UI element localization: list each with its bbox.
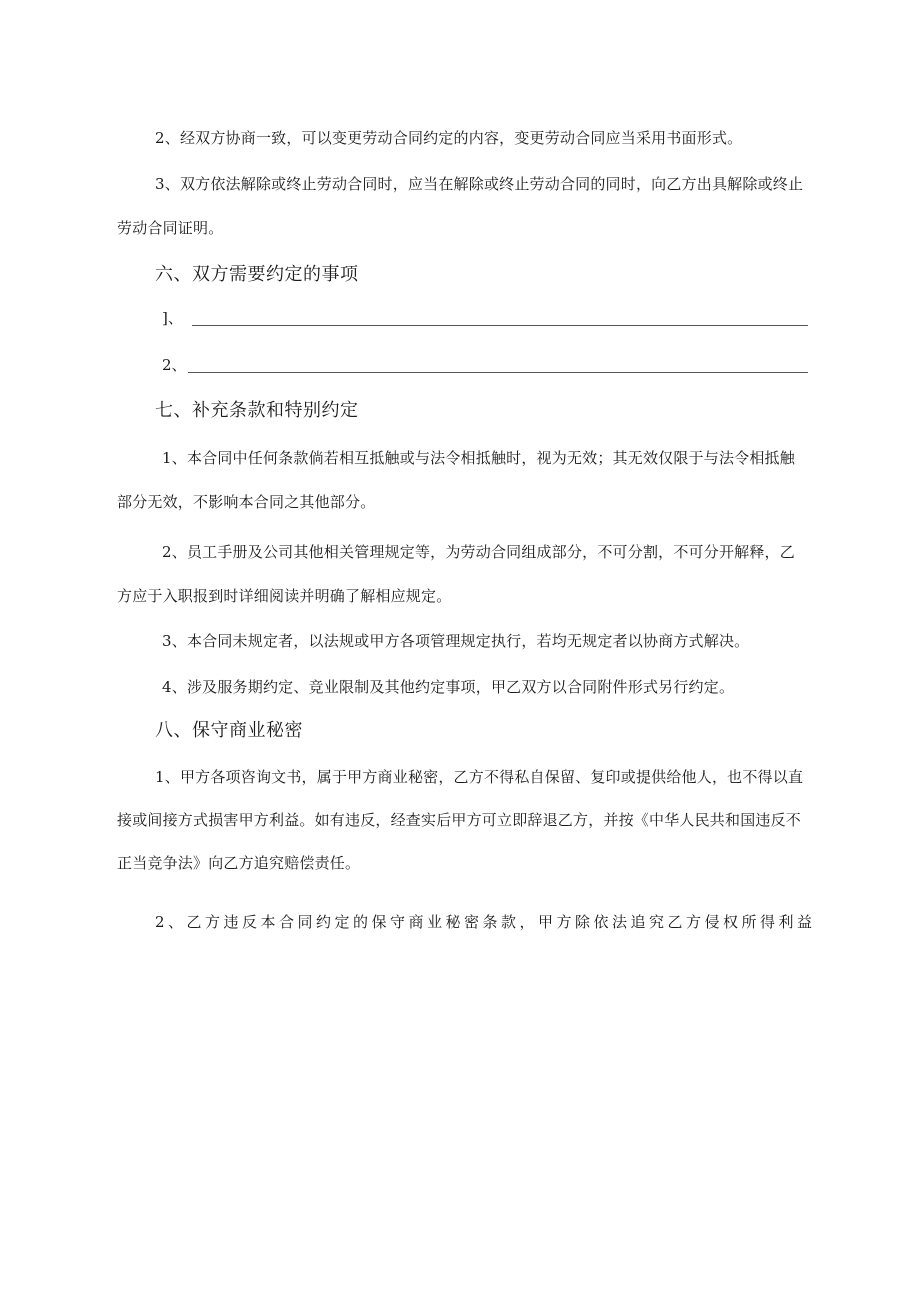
section-7-heading: 七、补充条款和特别约定 [155,400,359,421]
clause-5-2: 2、经双方协商一致，可以变更劳动合同约定的内容，变更劳动合同应当采用书面形式。 [155,129,743,147]
clause-8-1-line1: 1、甲方各项咨询文书，属于甲方商业秘密，乙方不得私自保留、复印或提供给他人，也不得以直 [155,768,804,786]
clause-7-2-line2: 方应于入职报到时详细阅读并明确了解相应规定。 [117,587,452,605]
blank-row-1-label: ]、 [162,309,183,327]
clause-7-4: 4、涉及服务期约定、竞业限制及其他约定事项，甲乙双方以合同附件形式另行约定。 [162,678,735,696]
blank-fill-line-2[interactable] [188,372,808,373]
clause-8-1-line2: 接或间接方式损害甲方利益。如有违反，经查实后甲方可立即辞退乙方，并按《中华人民共和国违反不 [117,811,802,829]
section-6-heading: 六、双方需要约定的事项 [155,264,359,285]
blank-row-2-label: 2、 [162,356,187,374]
clause-5-3-line2: 劳动合同证明。 [117,219,224,237]
clause-7-1-line1: 1、本合同中任何条款倘若相互抵触或与法令相抵触时，视为无效；其无效仅限于与法令相抵触 [162,449,795,467]
clause-8-1-line3: 正当竞争法》向乙方追究赔偿责任。 [117,854,361,872]
clause-7-2-line1: 2、员工手册及公司其他相关管理规定等，为劳动合同组成部分，不可分割，不可分开解释，乙 [162,543,795,561]
clause-5-3-line1: 3、双方依法解除或终止劳动合同时，应当在解除或终止劳动合同的同时，向乙方出具解除或终止 [155,175,804,193]
blank-row-2 [162,355,808,375]
clause-8-2-line1: 2、乙方违反本合同约定的保守商业秘密条款，甲方除依法追究乙方侵权所得利益 [155,913,816,931]
clause-7-1-line2: 部分无效，不影响本合同之其他部分。 [117,493,376,511]
blank-fill-line-1[interactable] [192,325,808,326]
clause-7-3: 3、本合同未规定者，以法规或甲方各项管理规定执行，若均无规定者以协商方式解决。 [162,632,750,650]
blank-row-1 [162,308,808,328]
section-8-heading: 八、保守商业秘密 [155,720,303,741]
